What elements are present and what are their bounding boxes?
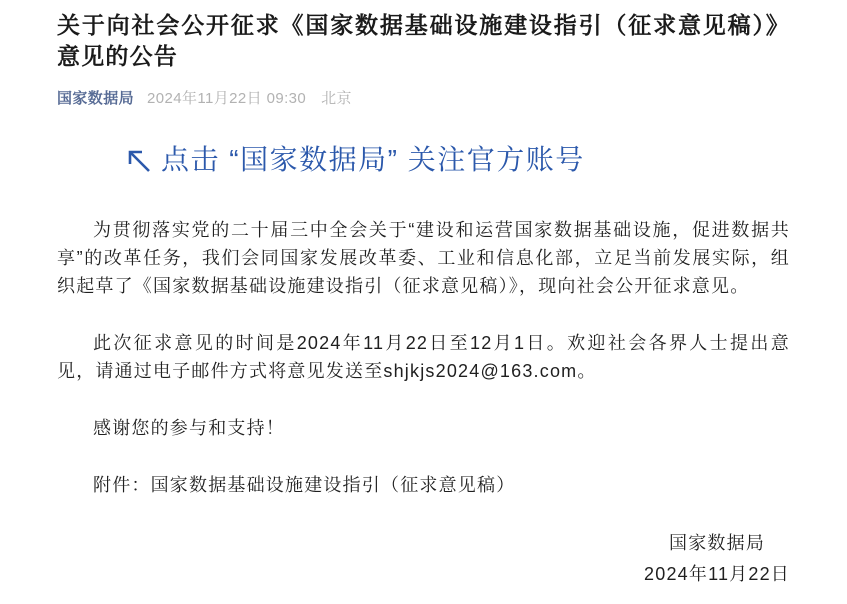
paragraph-intro: 为贯彻落实党的二十届三中全会关于“建设和运营国家数据基础设施，促进数据共享”的改革任务，我们会同国家发展改革委、工业和信息化部，立足当前发展实际，组织起草了《国家数据基础设施建设指引（征求意见稿）》，现向社会公开征求意见。 (57, 220, 790, 296)
article-title: 关于向社会公开征求《国家数据基础设施建设指引（征求意见稿）》意见的公告 (57, 12, 790, 69)
publish-location: 北京 (321, 90, 352, 107)
article-body (57, 216, 790, 590)
follow-banner (123, 142, 790, 178)
account-link[interactable]: 国家数据局 (57, 90, 135, 107)
signature-block (644, 528, 790, 590)
article-meta (57, 88, 790, 109)
paragraph-thanks: 感谢您的参与和支持！ (93, 418, 285, 438)
arrow-up-left-icon (123, 145, 153, 175)
paragraph-deadline-email: 此次征求意见的时间是2024年11月22日至12月1日。欢迎社会各界人士提出意见，请通过电子邮件方式将意见发送至shjkjs2024@163.com。 (57, 333, 790, 381)
signature-date: 2024年11月22日 (644, 564, 790, 584)
publish-datetime: 2024年11月22日 09:30 (147, 90, 307, 107)
signature-name: 国家数据局 (669, 533, 766, 553)
attachment-line: 附件：国家数据基础设施建设指引（征求意见稿） (93, 475, 516, 495)
follow-banner-text: 点击 “国家数据局” 关注官方账号 (161, 144, 585, 175)
